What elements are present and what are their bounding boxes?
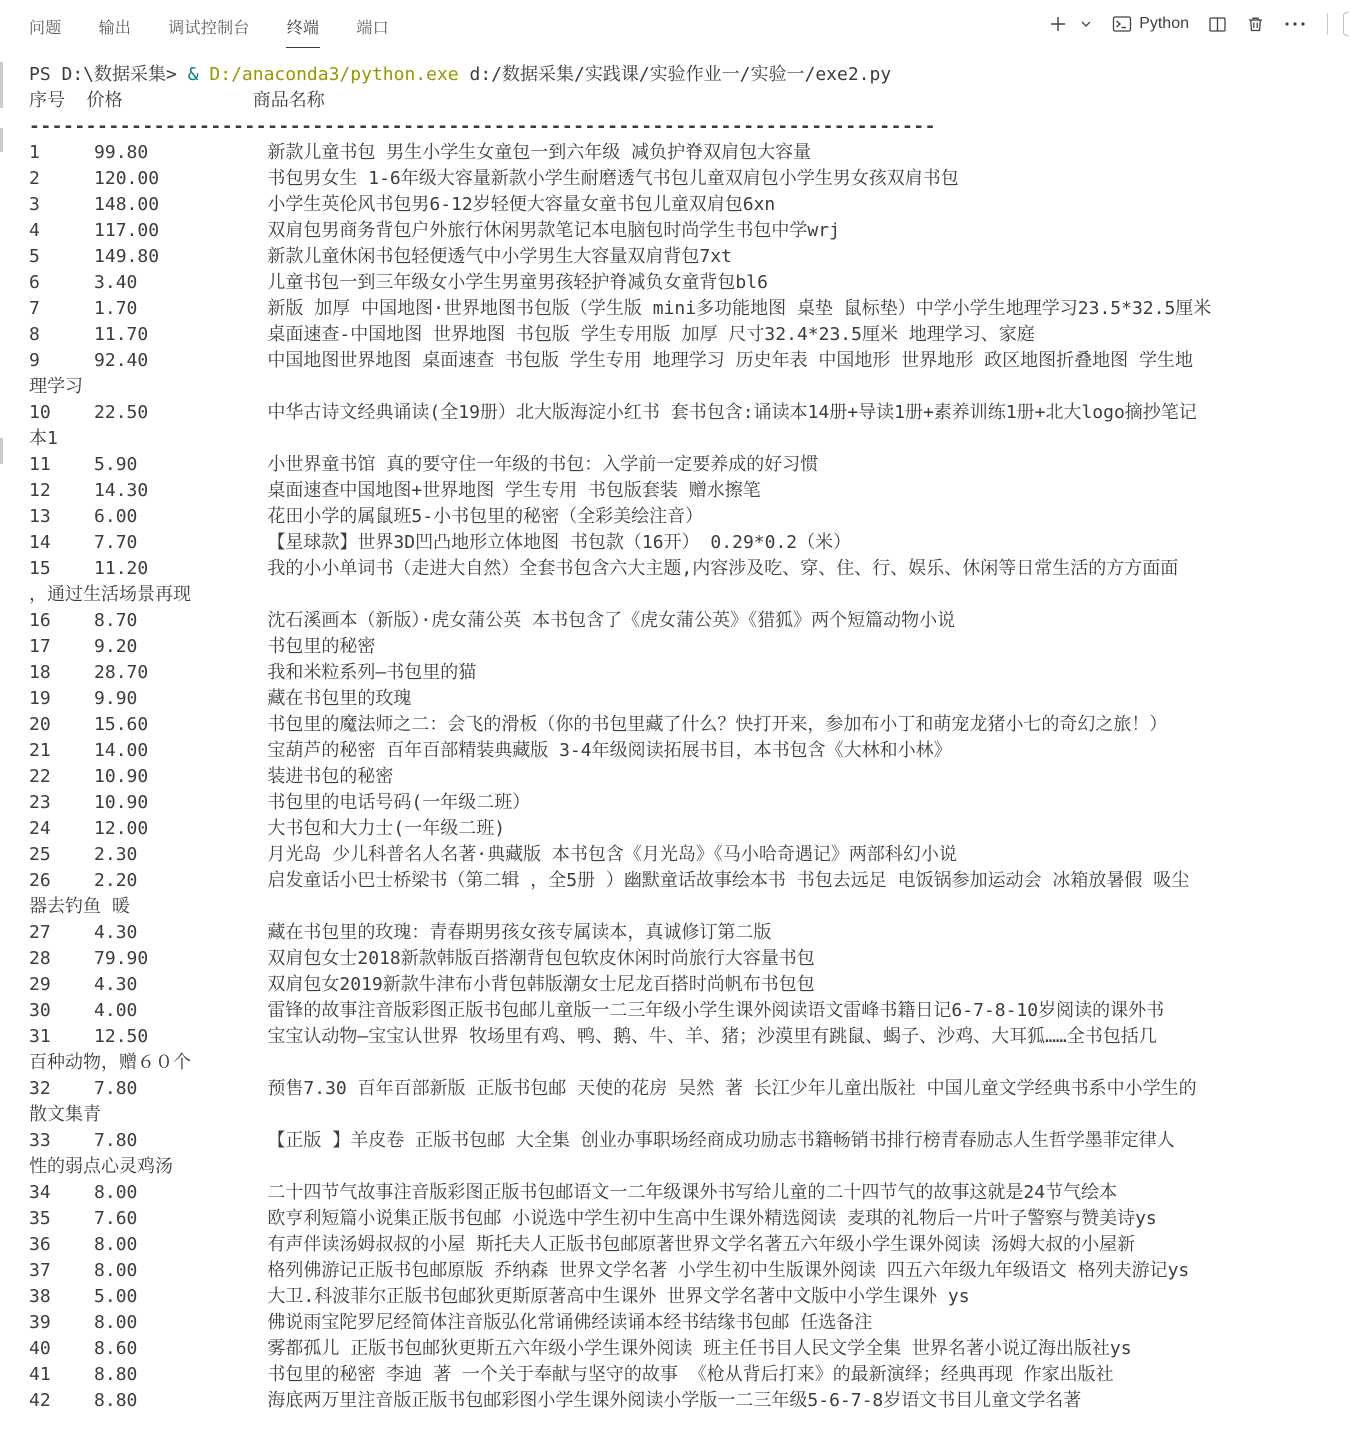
product-row-line: 器去钓鱼 暖 [29,896,130,917]
product-row-line: 本1 [29,428,58,449]
product-row-line: 27 4.30 藏在书包里的玫瑰：青春期男孩女孩专属读本，真诚修订第二版 [29,922,772,943]
product-row-line: 19 9.90 藏在书包里的玫瑰 [29,688,412,709]
maximize-panel-icon[interactable] [1343,12,1349,36]
product-row-line: 42 8.80 海底两万里注音版正版书包邮彩图小学生课外阅读小学版一二三年级5-6-7-8岁语文书目儿童文学名著 [29,1390,1082,1411]
product-row-line: 40 8.60 雾都孤儿 正版书包邮狄更斯五六年级小学生课外阅读 班主任书目人民文学全集 世界名著小说辽海出版社ys [29,1338,1132,1359]
product-row-line: 28 79.90 双肩包女士2018新款韩版百搭潮背包包软皮休闲时尚旅行大容量书包 [29,948,815,969]
product-row-line: 23 10.90 书包里的电话号码(一年级二班） [29,792,531,813]
product-row-line: 3 148.00 小学生英伦风书包男6-12岁轻便大容量女童书包儿童双肩包6xn [29,194,776,215]
product-row-line: 9 92.40 中国地图世界地图 桌面速查 书包版 学生专用 地理学习 历史年表 中国地形 世界地形 政区地图折叠地图 学生地 [29,350,1193,371]
product-row-line: 20 15.60 书包里的魔法师之二：会飞的滑板（你的书包里藏了什么？快打开来，参加布小丁和萌宠龙猪小七的奇幻之旅！） [29,714,1168,735]
ellipsis-icon [1284,20,1306,28]
product-row-line: 百种动物，赠６０个 [29,1052,191,1073]
product-row-line: 性的弱点心灵鸡汤 [29,1156,173,1177]
gutter-mark [0,62,3,108]
product-row-line: 39 8.00 佛说雨宝陀罗尼经简体注音版弘化常诵佛经读诵本经书结缘书包邮 任选备注 [29,1312,873,1333]
product-row-line: 26 2.20 启发童话小巴士桥梁书（第二辑 ，全5册 ）幽默童话故事绘本书 书包去远足 电饭锅参加运动会 冰箱放暑假 吸尘 [29,870,1190,891]
launch-profile-dropdown[interactable] [1077,15,1095,33]
terminal-text: PS D:\数据采集> [29,64,188,85]
product-row-line: 24 12.00 大书包和大力士(一年级二班) [29,818,506,839]
terminal-text: d:/数据采集/实践课/实验作业一/实验一/exe2.py [458,64,892,85]
gutter-mark [0,128,3,152]
trash-icon [1246,15,1265,34]
product-row-line: 18 28.70 我和米粒系列—书包里的猫 [29,662,477,683]
product-row-line: 14 7.70 【星球款】世界3D凹凸地形立体地图 书包款（16开） 0.29*0.2（米） [29,532,852,553]
tab-output[interactable]: 输出 [98,20,132,37]
split-terminal-button[interactable] [1206,13,1229,36]
split-panel-icon [1208,15,1227,34]
tab-debug-console[interactable]: 调试控制台 [168,20,250,37]
panel-tabs [28,0,390,48]
product-row-line: 35 7.60 欧亨利短篇小说集正版书包邮 小说选中学生初中生高中生课外精选阅读 麦琪的礼物后一片叶子警察与赞美诗ys [29,1208,1157,1229]
product-row-line: 4 117.00 双肩包男商务背包户外旅行休闲男款笔记本电脑包时尚学生书包中学wrj [29,220,840,241]
product-row-line: 38 5.00 大卫.科波菲尔正版书包邮狄更斯原著高中生课外 世界文学名著中文版中小学生课外 ys [29,1286,970,1307]
terminal-output[interactable] [0,48,1359,1414]
product-row-line: 11 5.90 小世界童书馆 真的要守住一年级的书包：入学前一定要养成的好习惯 [29,454,819,475]
product-row-line: 41 8.80 书包里的秘密 李迪 著 一个关于奉献与坚守的故事 《枪从背后打来》的最新演绎；经典再现 作家出版社 [29,1364,1114,1385]
product-row-line: 17 9.20 书包里的秘密 [29,636,376,657]
product-row-line: 2 120.00 书包男女生 1-6年级大容量新款小学生耐磨透气书包儿童双肩包小学生男女孩双肩书包 [29,168,959,189]
product-row-line: 29 4.30 双肩包女2019新款牛津布小背包韩版潮女士尼龙百搭时尚帆布书包包 [29,974,815,995]
product-row-line: 1 99.80 新款儿童书包 男生小学生女童包一到六年级 减负护脊双肩包大容量 [29,142,812,163]
product-row-line: 34 8.00 二十四节气故事注音版彩图正版书包邮语文一二年级课外书写给儿童的二十四节气的故事这就是24节气绘本 [29,1182,1118,1203]
panel-actions [1046,0,1349,48]
terminal-table-header: 序号 价格 商品名称 [29,90,325,111]
kill-terminal-button[interactable] [1244,13,1267,36]
new-terminal-button[interactable] [1046,12,1070,36]
product-row-line: 7 1.70 新版 加厚 中国地图·世界地图书包版（学生版 mini多功能地图 桌垫 鼠标垫）中学小学生地理学习23.5*32.5厘米 [29,298,1212,319]
plus-icon [1048,14,1068,34]
product-row-line: 6 3.40 儿童书包一到三年级女小学生男童男孩轻护脊减负女童背包bl6 [29,272,768,293]
tab-terminal[interactable]: 终端 [286,0,321,48]
product-row-line: 10 22.50 中华古诗文经典诵读(全19册）北大版海淀小红书 套书包含:诵读本14册+导读1册+素养训练1册+北大logo摘抄笔记 [29,402,1197,423]
product-row-line: 21 14.00 宝葫芦的秘密 百年百部精装典藏版 3-4年级阅读拓展书目，本书包含《大林和小林》 [29,740,952,761]
product-row-line: 32 7.80 预售7.30 百年百部新版 正版书包邮 天使的花房 吴然 著 长江少年儿童出版社 中国儿童文学经典书系中小学生的 [29,1078,1197,1099]
product-row-line: 31 12.50 宝宝认动物—宝宝认世界 牧场里有鸡、鸭、鹅、牛、羊、猪；沙漠里有跳鼠、蝎子、沙鸡、大耳狐……全书包括几 [29,1026,1157,1047]
terminal-profile-label: Python [1139,15,1189,32]
product-row-line: 25 2.30 月光岛 少儿科普名人名著·典藏版 本书包含《月光岛》《马小哈奇遇记》两部科幻小说 [29,844,957,865]
product-row-line: 36 8.00 有声伴读汤姆叔叔的小屋 斯托夫人正版书包邮原著世界文学名著五六年级小学生课外阅读 汤姆大叔的小屋新 [29,1234,1136,1255]
product-row-line: 37 8.00 格列佛游记正版书包邮原版 乔纳森 世界文学名著 小学生初中生版课外阅读 四五六年级九年级语文 格列夫游记ys [29,1260,1190,1281]
terminal-command-line [29,62,1359,88]
product-row-line: 12 14.30 桌面速查中国地图+世界地图 学生专用 书包版套装 赠水擦笔 [29,480,761,501]
product-row-line: 理学习 [29,376,83,397]
product-row-line: 13 6.00 花田小学的属鼠班5-小书包里的秘密（全彩美绘注音） [29,506,704,527]
product-row-line: 散文集青 [29,1104,101,1125]
product-row-line: 5 149.80 新款儿童休闲书包轻便透气中小学男生大容量双肩背包7xt [29,246,732,267]
product-row-line: 16 8.70 沈石溪画本（新版）·虎女蒲公英 本书包含了《虎女蒲公英》《猎狐》两个短篇动物小说 [29,610,956,631]
product-row-line: 15 11.20 我的小小单词书（走进大自然）全套书包含六大主题,内容涉及吃、穿、住、行、娱乐、休闲等日常生活的方方面面 [29,558,1179,579]
terminal-icon [1112,14,1132,34]
tab-ports[interactable]: 端口 [356,20,389,37]
product-row-line: 22 10.90 装进书包的秘密 [29,766,394,787]
tab-problems[interactable]: 问题 [29,20,62,37]
panel-header [0,0,1359,48]
terminal-text: D:/anaconda3/python.exe [209,64,459,85]
actions-divider [1327,13,1328,35]
chevron-down-icon [1079,17,1093,31]
product-row-line: 8 11.70 桌面速查-中国地图 世界地图 书包版 学生专用版 加厚 尺寸32.4*23.5厘米 地理学习、家庭 [29,324,1035,345]
gutter-mark [0,438,3,464]
terminal-profile-python[interactable] [1110,12,1191,36]
product-row-line: ，通过生活场景再现 [29,584,191,605]
terminal-text: & [187,64,210,85]
product-row-line: 30 4.00 雷锋的故事注音版彩图正版书包邮儿童版一二三年级小学生课外阅读语文雷峰书籍日记6-7-8-10岁阅读的课外书 [29,1000,1165,1021]
terminal-separator: -------------------------------------------------------------------------------- [29,116,936,137]
product-row-line: 33 7.80 【正版 】羊皮卷 正版书包邮 大全集 创业办事职场经商成功励志书籍畅销书排行榜青春励志人生哲学墨菲定律人 [29,1130,1175,1151]
more-actions-button[interactable] [1282,18,1308,30]
